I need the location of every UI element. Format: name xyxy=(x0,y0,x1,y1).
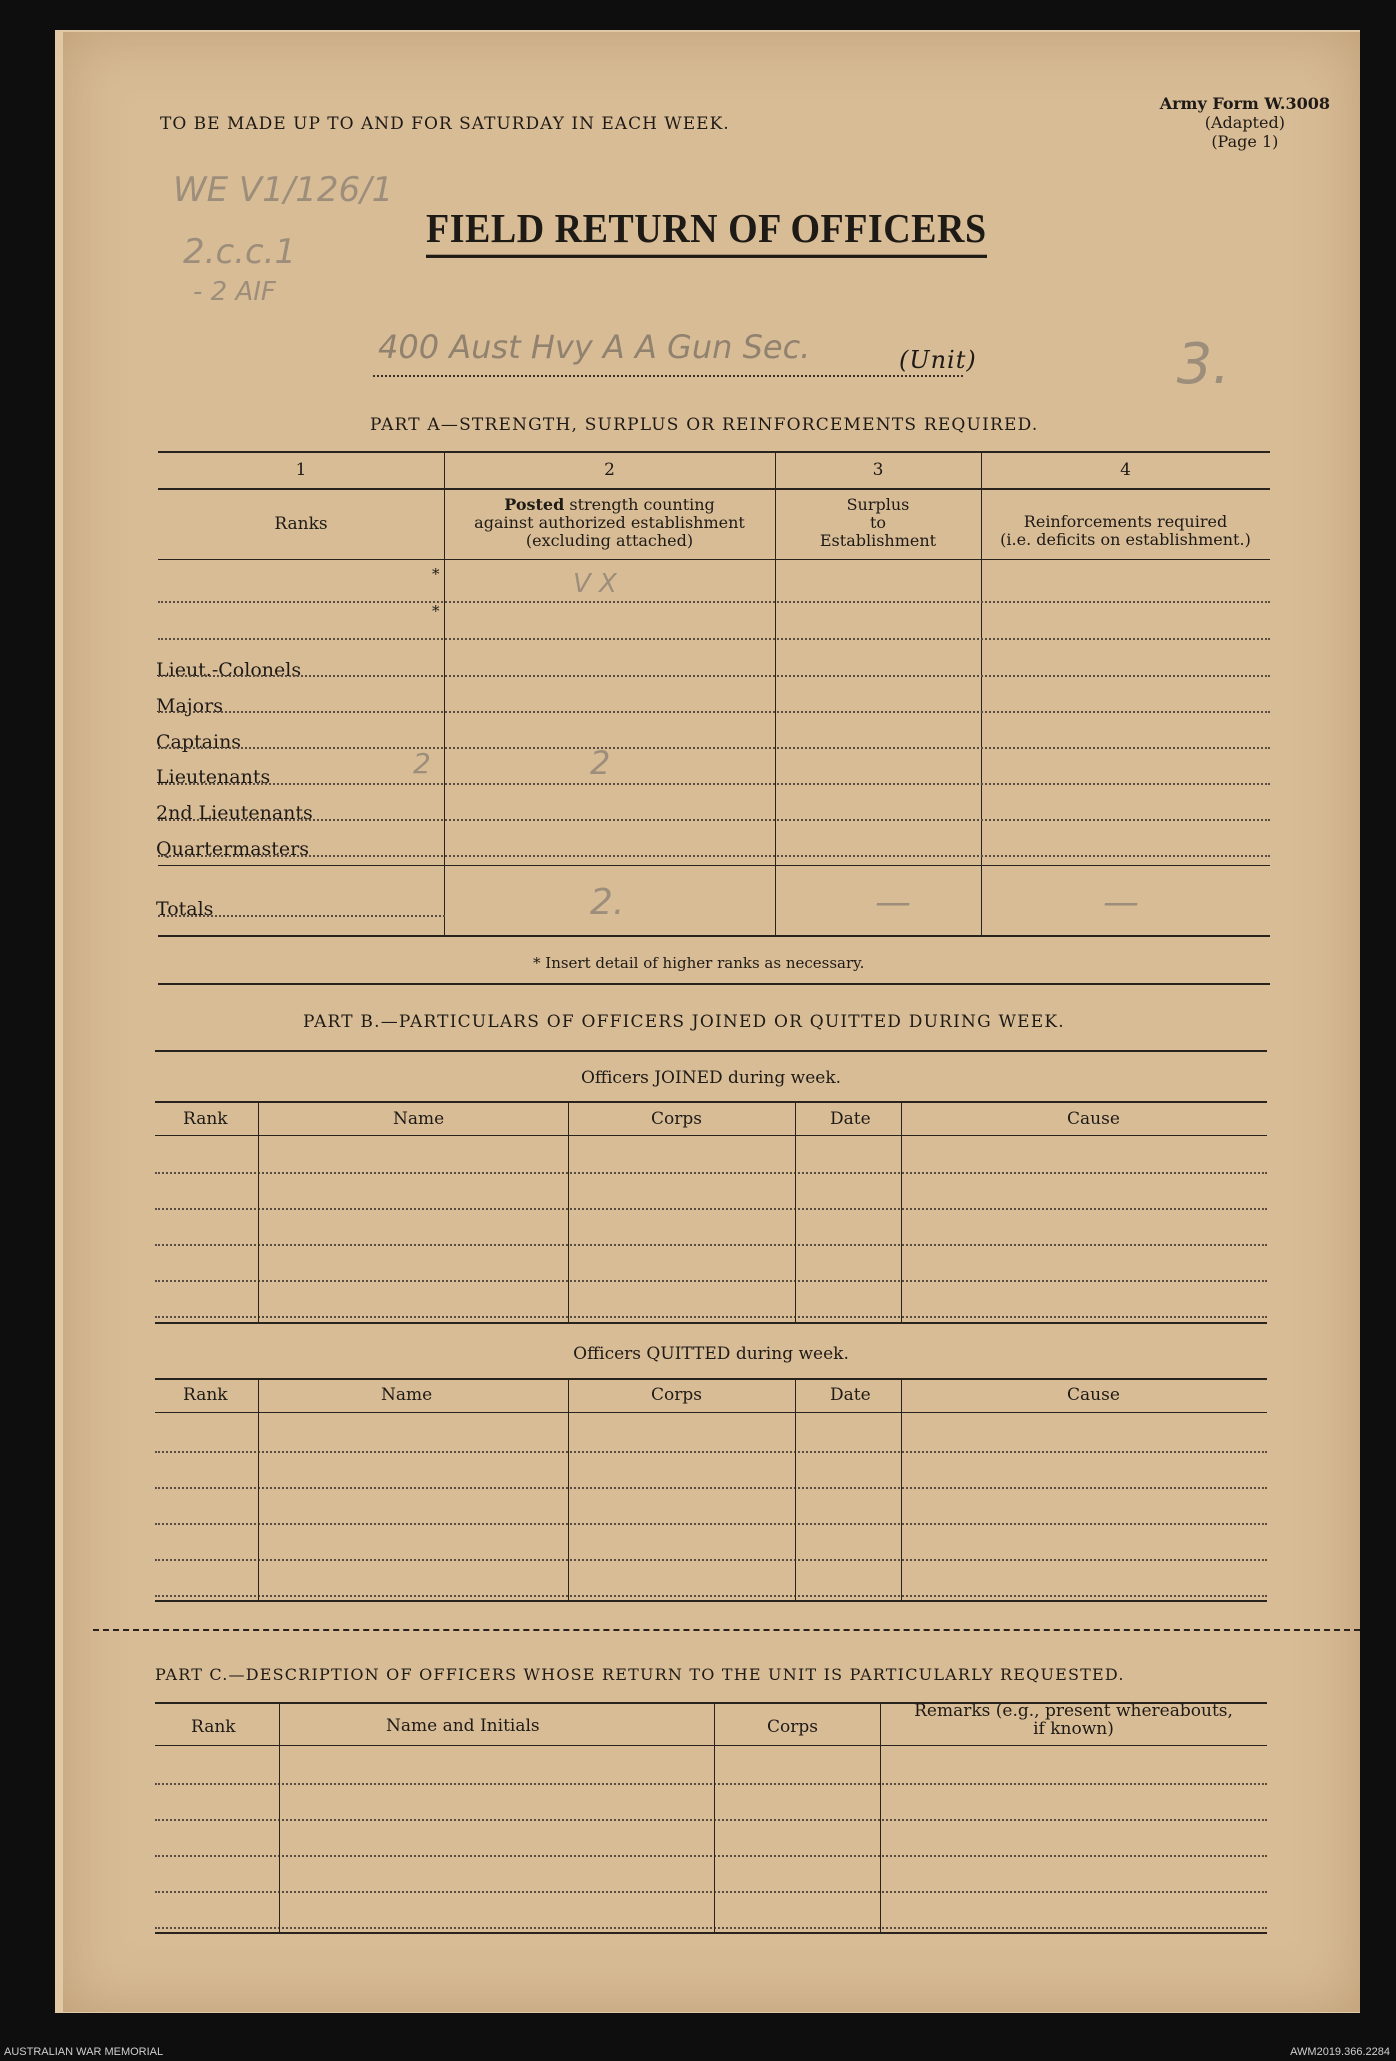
part-c-col-rank: Rank xyxy=(191,1717,236,1737)
rank-captains: Captains xyxy=(156,731,242,753)
joined-col-rank: Rank xyxy=(183,1109,228,1129)
weekly-instruction: TO BE MADE UP TO AND FOR SATURDAY IN EACH WEEK. xyxy=(160,114,730,134)
surplus-line-3: Establishment xyxy=(819,531,937,550)
archive-id: AWM2019.366.2284 xyxy=(1290,2046,1390,2058)
col-number-4: 4 xyxy=(1120,460,1131,480)
part-c-col-corps: Corps xyxy=(767,1717,818,1737)
handwritten-totals-surplus: — xyxy=(875,882,911,923)
perforation-line xyxy=(93,1629,1360,1631)
posted-strength-header xyxy=(444,496,775,550)
remarks-line-1: Remarks (e.g., present whereabouts, xyxy=(914,1701,1233,1721)
quitted-col-cause: Cause xyxy=(1067,1385,1120,1405)
asterisk-2: * xyxy=(432,602,440,620)
part-c-heading: PART C.—DESCRIPTION OF OFFICERS WHOSE RETURN TO THE UNIT IS PARTICULARLY REQUESTED. xyxy=(155,1665,1125,1684)
surplus-line-1: Surplus xyxy=(846,495,910,514)
joined-table-title: Officers JOINED during week. xyxy=(580,1068,842,1088)
rank-majors: Majors xyxy=(156,695,223,717)
part-c-col-remarks xyxy=(880,1702,1267,1738)
quitted-col-rank: Rank xyxy=(183,1385,228,1405)
reinforcements-line-2: (i.e. deficits on establishment.) xyxy=(1000,530,1251,549)
quitted-col-name: Name xyxy=(381,1385,433,1405)
rank-2nd-lieutenants: 2nd Lieutenants xyxy=(156,802,313,824)
part-a-heading: PART A—STRENGTH, SURPLUS OR REINFORCEMENTS REQUIRED. xyxy=(370,415,1039,435)
handwritten-totals-reinforcements: — xyxy=(1103,882,1139,923)
unit-label: (Unit) xyxy=(899,346,977,374)
quitted-col-corps: Corps xyxy=(651,1385,702,1405)
posted-line-3: (excluding attached) xyxy=(525,531,694,550)
posted-bold: Posted xyxy=(504,495,565,514)
handwritten-unit-name: 400 Aust Hvy A A Gun Sec. xyxy=(378,328,811,366)
form-title: FIELD RETURN OF OFFICERS xyxy=(426,205,987,258)
col-number-2: 2 xyxy=(604,460,615,480)
ranks-column-header: Ranks xyxy=(274,514,328,534)
handwritten-lieut-count: 2 xyxy=(413,747,431,780)
rank-lieutenants: Lieutenants xyxy=(156,766,271,788)
handwritten-posted-mark: V X xyxy=(573,569,617,599)
form-adapted: (Adapted) xyxy=(1204,113,1285,132)
posted-line-2: against authorized establishment xyxy=(474,513,745,532)
joined-col-date: Date xyxy=(830,1109,871,1129)
part-b-heading: PART B.—PARTICULARS OF OFFICERS JOINED OR QUITTED DURING WEEK. xyxy=(303,1012,1065,1032)
rank-lieut-colonels: Lieut.-Colonels xyxy=(156,659,302,681)
form-page: (Page 1) xyxy=(1211,132,1279,151)
joined-col-cause: Cause xyxy=(1067,1109,1120,1129)
part-a-footnote: * Insert detail of higher ranks as necessary. xyxy=(533,954,865,972)
handwritten-page-mark: 3. xyxy=(1176,332,1230,397)
surplus-header xyxy=(775,496,981,550)
reinforcements-line-1: Reinforcements required xyxy=(1023,512,1228,531)
handwritten-totals-posted: 2. xyxy=(590,882,625,923)
handwritten-code: 2.c.c.1 xyxy=(183,232,297,272)
quitted-table-title: Officers QUITTED during week. xyxy=(573,1344,849,1364)
col-number-1: 1 xyxy=(295,460,307,480)
form-page xyxy=(63,32,1360,2012)
joined-col-corps: Corps xyxy=(651,1109,702,1129)
archive-credit: AUSTRALIAN WAR MEMORIAL xyxy=(4,2046,164,2058)
posted-line-1: strength counting xyxy=(569,495,715,514)
reinforcements-header xyxy=(981,513,1270,549)
handwritten-note: - 2 AIF xyxy=(193,277,276,307)
handwritten-reference: WE V1/126/1 xyxy=(173,170,394,210)
asterisk-1: * xyxy=(432,565,440,583)
form-number: Army Form W.3008 xyxy=(1159,94,1330,113)
joined-col-name: Name xyxy=(393,1109,445,1129)
handwritten-lieut-posted: 2 xyxy=(590,744,611,782)
part-c-col-name: Name and Initials xyxy=(386,1716,540,1736)
surplus-line-2: to xyxy=(869,513,887,532)
rank-quartermasters: Quartermasters xyxy=(156,838,309,860)
quitted-col-date: Date xyxy=(830,1385,871,1405)
remarks-line-2: if known) xyxy=(1033,1719,1114,1739)
form-identifier xyxy=(1160,94,1330,151)
col-number-3: 3 xyxy=(872,460,884,480)
totals-label: Totals xyxy=(156,898,214,920)
